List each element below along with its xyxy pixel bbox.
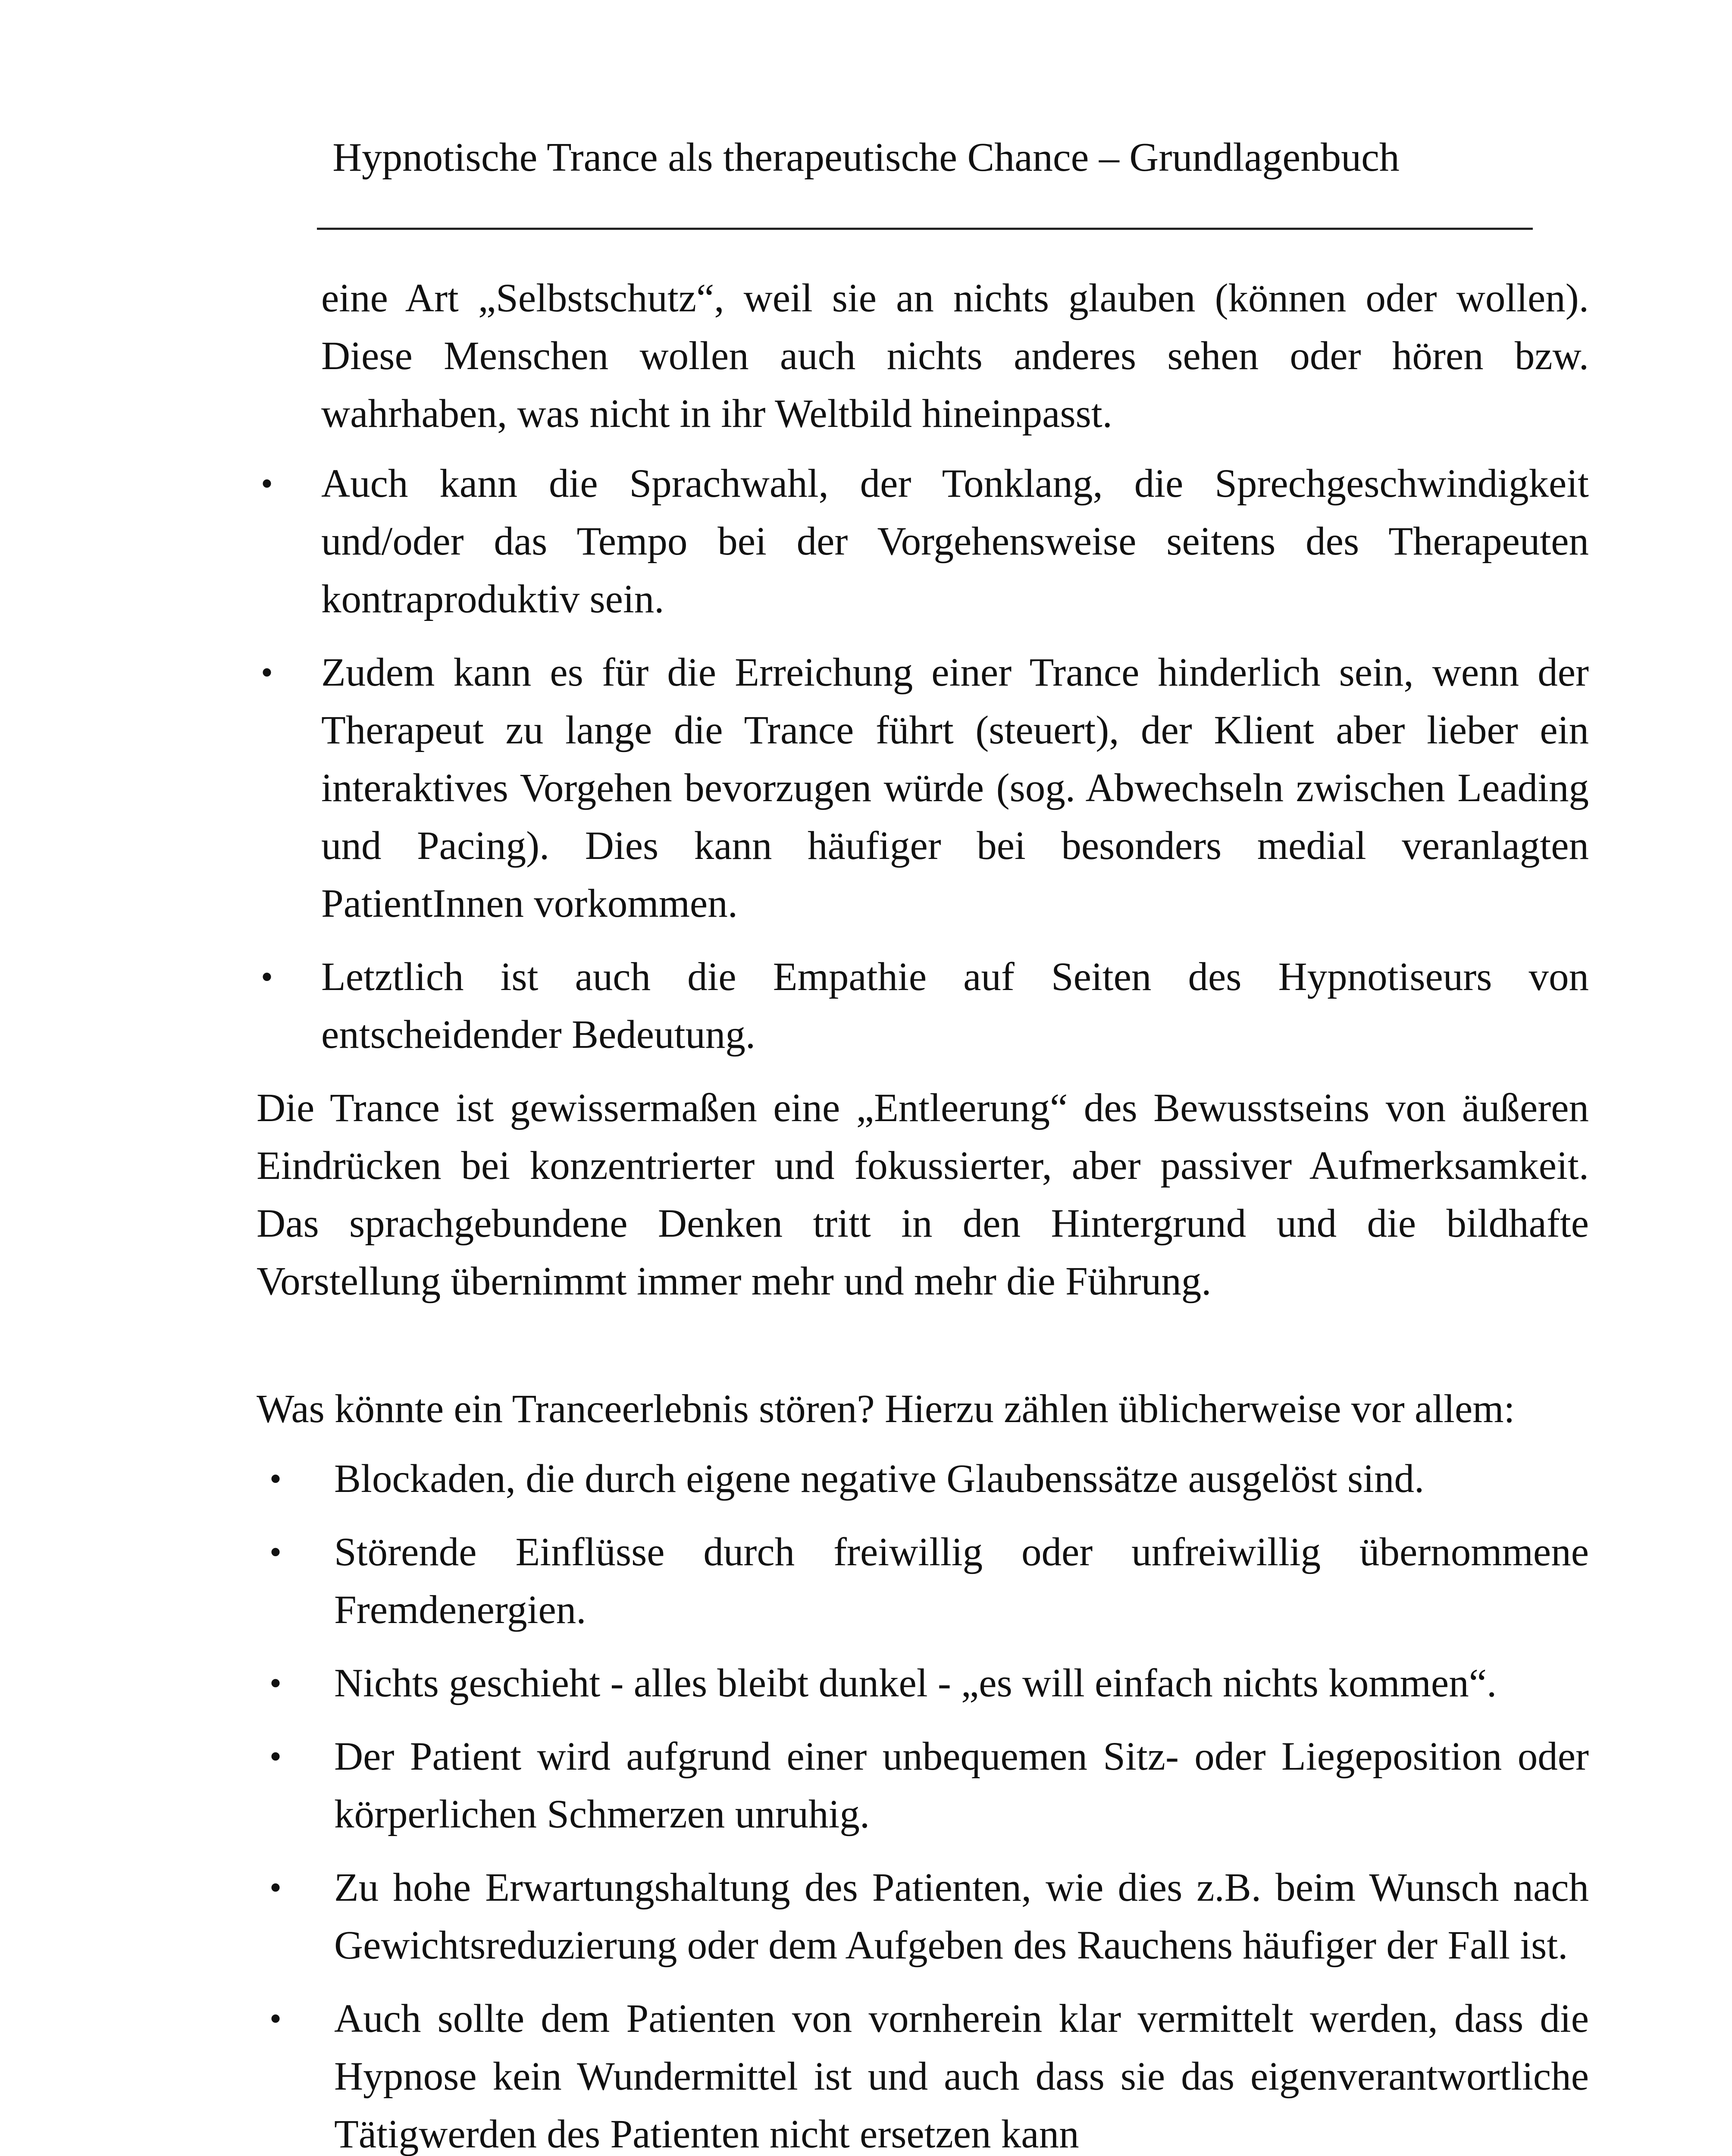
list-item xyxy=(257,1450,1589,1508)
bullet-icon: • xyxy=(261,958,273,996)
list-item xyxy=(257,1859,1589,1974)
list-item-text: Zudem kann es für die Erreichung einer Trance hinderlich sein, wenn der Therapeut zu lange die Trance führt (steuert), der Klient aber lieber ein interaktives Vorgehen bevorzugen würde (sog. Abwechseln zwischen Leading und Pacing). Dies kann häufiger bei besonders medial veranlagten PatientInnen vorkommen. xyxy=(321,650,1589,926)
list-item xyxy=(257,644,1589,933)
body-text xyxy=(257,270,1589,2156)
bullet-icon: • xyxy=(269,2000,282,2038)
header-rule xyxy=(317,228,1533,230)
bullet-icon: • xyxy=(261,654,273,692)
paragraph-question: Was könnte ein Tranceerlebnis stören? Hierzu zählen üblicherweise vor allem: xyxy=(257,1387,1515,1431)
paragraph-trance: Die Trance ist gewissermaßen eine „Entleerung“ des Bewusstseins von äußeren Eindrücken bei konzentrierter und fokussierter, aber passiver Aufmerksamkeit. Das sprachgebundene Denken tritt in den Hintergrund und die bildhafte Vorstellung übernimmt immer mehr und mehr die Führung. xyxy=(257,1086,1589,1304)
list-item-text: Auch sollte dem Patienten von vornherein klar vermittelt werden, dass die Hypnose kein Wundermittel ist und auch dass sie das eigenverantwortliche Tätigwerden des Patienten nicht ersetzen kann xyxy=(334,1996,1589,2156)
list-item-text: Nichts geschieht - alles bleibt dunkel - „es will einfach nichts kommen“. xyxy=(334,1661,1497,1705)
list-item xyxy=(257,1655,1589,1712)
bullet-icon: • xyxy=(269,1738,282,1776)
list-item-text: Letztlich ist auch die Empathie auf Seiten des Hypnotiseurs von entscheidender Bedeutung. xyxy=(321,955,1589,1057)
bullet-icon: • xyxy=(269,1664,282,1702)
bullet-list-disturbances xyxy=(257,1450,1589,2156)
continued-bullet-text: eine Art „Selbstschutz“, weil sie an nichts glauben (können oder wollen). Diese Menschen wollen auch nichts anderes sehen oder hören bzw. wahrhaben, was nicht in ihr Weltbild hineinpasst. xyxy=(321,276,1589,436)
list-item xyxy=(257,1523,1589,1639)
bullet-icon: • xyxy=(261,465,273,503)
bullet-icon: • xyxy=(269,1460,282,1498)
list-item xyxy=(257,1728,1589,1843)
list-item-text: Auch kann die Sprachwahl, der Tonklang, die Sprechgeschwindigkeit und/oder das Tempo bei der Vorgehensweise seitens des Therapeuten kontraproduktiv sein. xyxy=(321,461,1589,621)
bullet-icon: • xyxy=(269,1869,282,1907)
bullet-list-hindrances xyxy=(257,455,1589,1064)
list-item xyxy=(257,1990,1589,2156)
list-item xyxy=(257,455,1589,628)
paragraph-spacer xyxy=(257,1322,1589,1380)
running-header: Hypnotische Trance als therapeutische Chance – Grundlagenbuch xyxy=(332,135,1400,180)
list-item-text: Zu hohe Erwartungshaltung des Patienten, wie dies z.B. beim Wunsch nach Gewichtsreduzierung oder dem Aufgeben des Rauchens häufiger der Fall ist. xyxy=(334,1865,1589,1968)
list-item-text: Blockaden, die durch eigene negative Glaubenssätze ausgelöst sind. xyxy=(334,1457,1425,1501)
bullet-icon: • xyxy=(269,1533,282,1571)
list-item-text: Der Patient wird aufgrund einer unbequemen Sitz- oder Liegeposition oder körperlichen Schmerzen unruhig. xyxy=(334,1734,1589,1836)
list-item-text: Störende Einflüsse durch freiwillig oder unfreiwillig übernommene Fremdenergien. xyxy=(334,1530,1589,1632)
list-item xyxy=(257,948,1589,1064)
